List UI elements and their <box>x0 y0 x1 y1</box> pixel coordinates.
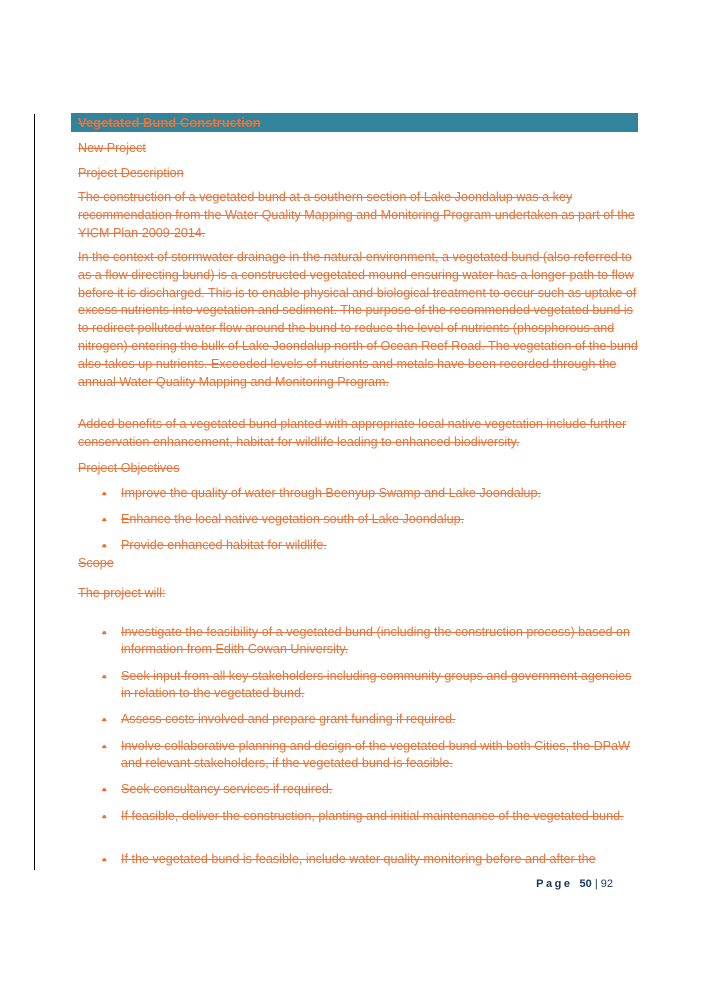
section-heading: Vegetated Bund Construction <box>78 115 261 130</box>
bullet-icon: • <box>102 538 107 553</box>
bullet-icon: • <box>102 809 107 824</box>
objective-text: Improve the quality of water through Beenyup Swamp and Lake Joondalup. <box>121 486 542 500</box>
project-status: New Project <box>78 141 146 155</box>
bullet-icon: • <box>102 852 107 867</box>
description-paragraph-3: Added benefits of a vegetated bund planted with appropriate local native vegetation include further conservation enhancement, habitat for wildlife leading to enhanced biodiversity. <box>78 417 627 449</box>
objective-text: Enhance the local native vegetation south of Lake Joondalup. <box>121 512 465 526</box>
bullet-icon: • <box>102 669 107 684</box>
project-description-label: Project Description <box>78 166 184 180</box>
page-separator: | <box>594 878 598 890</box>
scope-item-text: Investigate the feasibility of a vegetated bund (including the construction process) based on information from Edith Cowan University. <box>121 625 630 656</box>
bullet-icon: • <box>102 625 107 640</box>
bullet-icon: • <box>102 782 107 797</box>
scope-label: Scope <box>78 556 114 570</box>
scope-item-text: Assess costs involved and prepare grant funding if required. <box>121 712 456 726</box>
bullet-icon: • <box>102 739 107 754</box>
bullet-icon: • <box>102 512 107 527</box>
description-paragraph-1: The construction of a vegetated bund at a southern section of Lake Joondalup was a key recommendation from the Water Quality Mapping and Monitoring Program undertaken as part of the YICM Plan 2009-2014. <box>78 190 635 240</box>
project-objectives-label: Project Objectives <box>78 461 180 475</box>
scope-item-text: If the vegetated bund is feasible, include water quality monitoring before and after the <box>121 852 596 866</box>
scope-item-text: Involve collaborative planning and design of the vegetated bund with both Cities, the DPaW and relevant stakeholders, if the vegetated bund is feasible. <box>121 739 630 770</box>
objective-text: Provide enhanced habitat for wildlife. <box>121 538 327 552</box>
page-label: Page <box>536 878 573 890</box>
page-number: 50 <box>579 878 592 890</box>
scope-item-text: Seek consultancy services if required. <box>121 782 333 796</box>
scope-item-text: Seek input from all key stakeholders including community groups and government agencies in relation to the vegetated bund. <box>121 669 632 700</box>
revision-change-bar <box>34 114 35 870</box>
bullet-icon: • <box>102 712 107 727</box>
scope-intro: The project will: <box>78 586 166 600</box>
bullet-icon: • <box>102 486 107 501</box>
description-paragraph-2: In the context of stormwater drainage in the natural environment, a vegetated bund (also referred to as a flow directing bund) is a constructed vegetated mound ensuring water has a longer path to flow before it is discharged. This is to enable physical and biological treatment to occur such as uptake of excess nutrients into vegetation and sediment. The purpose of the recommended vegetated bund is to redirect polluted water flow around the bund to reduce the level of nutrients (phosphorous and nitrogen) entering the bulk of Lake Joondalup north of Ocean Reef Road. The vegetation of the bund also takes up nutrients. Exceeded levels of nutrients and metals have been recorded through the annual Water Quality Mapping and Monitoring Program. <box>78 250 638 389</box>
scope-item-text: If feasible, deliver the construction, planting and initial maintenance of the vegetated bund. <box>121 809 624 823</box>
page-total: 92 <box>600 878 613 890</box>
page-footer <box>536 877 613 891</box>
